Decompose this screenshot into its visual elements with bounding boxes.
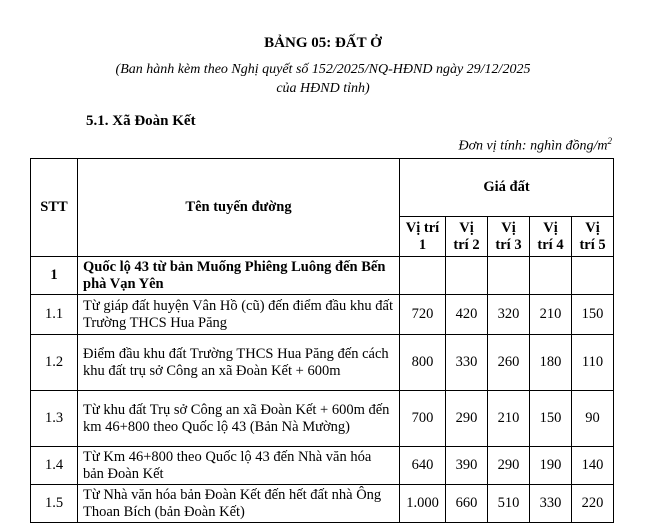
row-price-1: 720 xyxy=(400,295,446,335)
row-price-5: 110 xyxy=(572,335,614,391)
row-stt: 1.5 xyxy=(31,485,78,523)
row-price-3: 260 xyxy=(488,335,530,391)
row-stt: 1.1 xyxy=(31,295,78,335)
header-road-name: Tên tuyến đường xyxy=(78,159,400,257)
section-heading: 5.1. Xã Đoàn Kết xyxy=(86,113,196,129)
unit-label xyxy=(458,136,612,155)
row-road-name: Điểm đầu khu đất Trường THCS Hua Păng đến cách khu đất trụ sở Công an xã Đoàn Kết + 600m xyxy=(78,335,400,391)
header-position-4: Vị trí 4 xyxy=(530,217,572,257)
subtitle-line-1: (Ban hành kèm theo Nghị quyết số 152/2025/NQ-HĐND ngày 29/12/2025 xyxy=(115,62,531,77)
table-row xyxy=(31,447,614,485)
row-price-4: 330 xyxy=(530,485,572,523)
header-position-1: Vị trí 1 xyxy=(400,217,446,257)
row-price-4: 190 xyxy=(530,447,572,485)
row-price-3: 320 xyxy=(488,295,530,335)
row-price-4: 210 xyxy=(530,295,572,335)
header-position-2: Vị trí 2 xyxy=(446,217,488,257)
row-road-name: Từ Nhà văn hóa bản Đoàn Kết đến hết đất nhà Ông Thoan Bích (bản Đoàn Kết) xyxy=(78,485,400,523)
row-price-1: 640 xyxy=(400,447,446,485)
land-price-table xyxy=(30,158,614,523)
row-stt: 1.4 xyxy=(31,447,78,485)
unit-text: Đơn vị tính: nghìn đồng/m xyxy=(458,138,608,154)
row-price-1: 800 xyxy=(400,335,446,391)
header-row-1 xyxy=(31,159,614,217)
row-road-name: Từ khu đất Trụ sở Công an xã Đoàn Kết + 600m đến km 46+800 theo Quốc lộ 43 (Bản Nà Mường) xyxy=(78,391,400,447)
table-row xyxy=(31,335,614,391)
row-price-2: 330 xyxy=(446,335,488,391)
unit-exponent: 2 xyxy=(607,136,612,146)
subtitle-line-2: của HĐND tỉnh) xyxy=(276,81,370,96)
row-price-1: 700 xyxy=(400,391,446,447)
header-position-3: Vị trí 3 xyxy=(488,217,530,257)
row-price-2 xyxy=(446,257,488,295)
row-price-3: 210 xyxy=(488,391,530,447)
row-price-4 xyxy=(530,257,572,295)
row-road-name: Từ giáp đất huyện Vân Hồ (cũ) đến điểm đầu khu đất Trường THCS Hua Păng xyxy=(78,295,400,335)
row-price-5: 90 xyxy=(572,391,614,447)
row-price-2: 660 xyxy=(446,485,488,523)
document-title: BẢNG 05: ĐẤT Ở xyxy=(264,35,382,51)
row-stt: 1.3 xyxy=(31,391,78,447)
table-row xyxy=(31,257,614,295)
header-land-price: Giá đất xyxy=(400,159,614,217)
document-subtitle xyxy=(0,60,646,98)
table-row xyxy=(31,295,614,335)
row-price-4: 180 xyxy=(530,335,572,391)
row-price-3 xyxy=(488,257,530,295)
row-road-name: Từ Km 46+800 theo Quốc lộ 43 đến Nhà văn hóa bản Đoàn Kết xyxy=(78,447,400,485)
row-price-3: 290 xyxy=(488,447,530,485)
row-price-1 xyxy=(400,257,446,295)
row-stt: 1 xyxy=(31,257,78,295)
row-price-5: 220 xyxy=(572,485,614,523)
row-price-4: 150 xyxy=(530,391,572,447)
header-position-5: Vị trí 5 xyxy=(572,217,614,257)
table-row xyxy=(31,391,614,447)
row-price-5: 150 xyxy=(572,295,614,335)
table-row xyxy=(31,485,614,523)
row-price-2: 420 xyxy=(446,295,488,335)
row-price-3: 510 xyxy=(488,485,530,523)
row-price-2: 390 xyxy=(446,447,488,485)
header-stt: STT xyxy=(31,159,78,257)
row-price-2: 290 xyxy=(446,391,488,447)
row-price-5: 140 xyxy=(572,447,614,485)
row-stt: 1.2 xyxy=(31,335,78,391)
row-price-1: 1.000 xyxy=(400,485,446,523)
row-price-5 xyxy=(572,257,614,295)
row-road-name: Quốc lộ 43 từ bản Muống Phiêng Luông đến Bến phà Vạn Yên xyxy=(78,257,400,295)
